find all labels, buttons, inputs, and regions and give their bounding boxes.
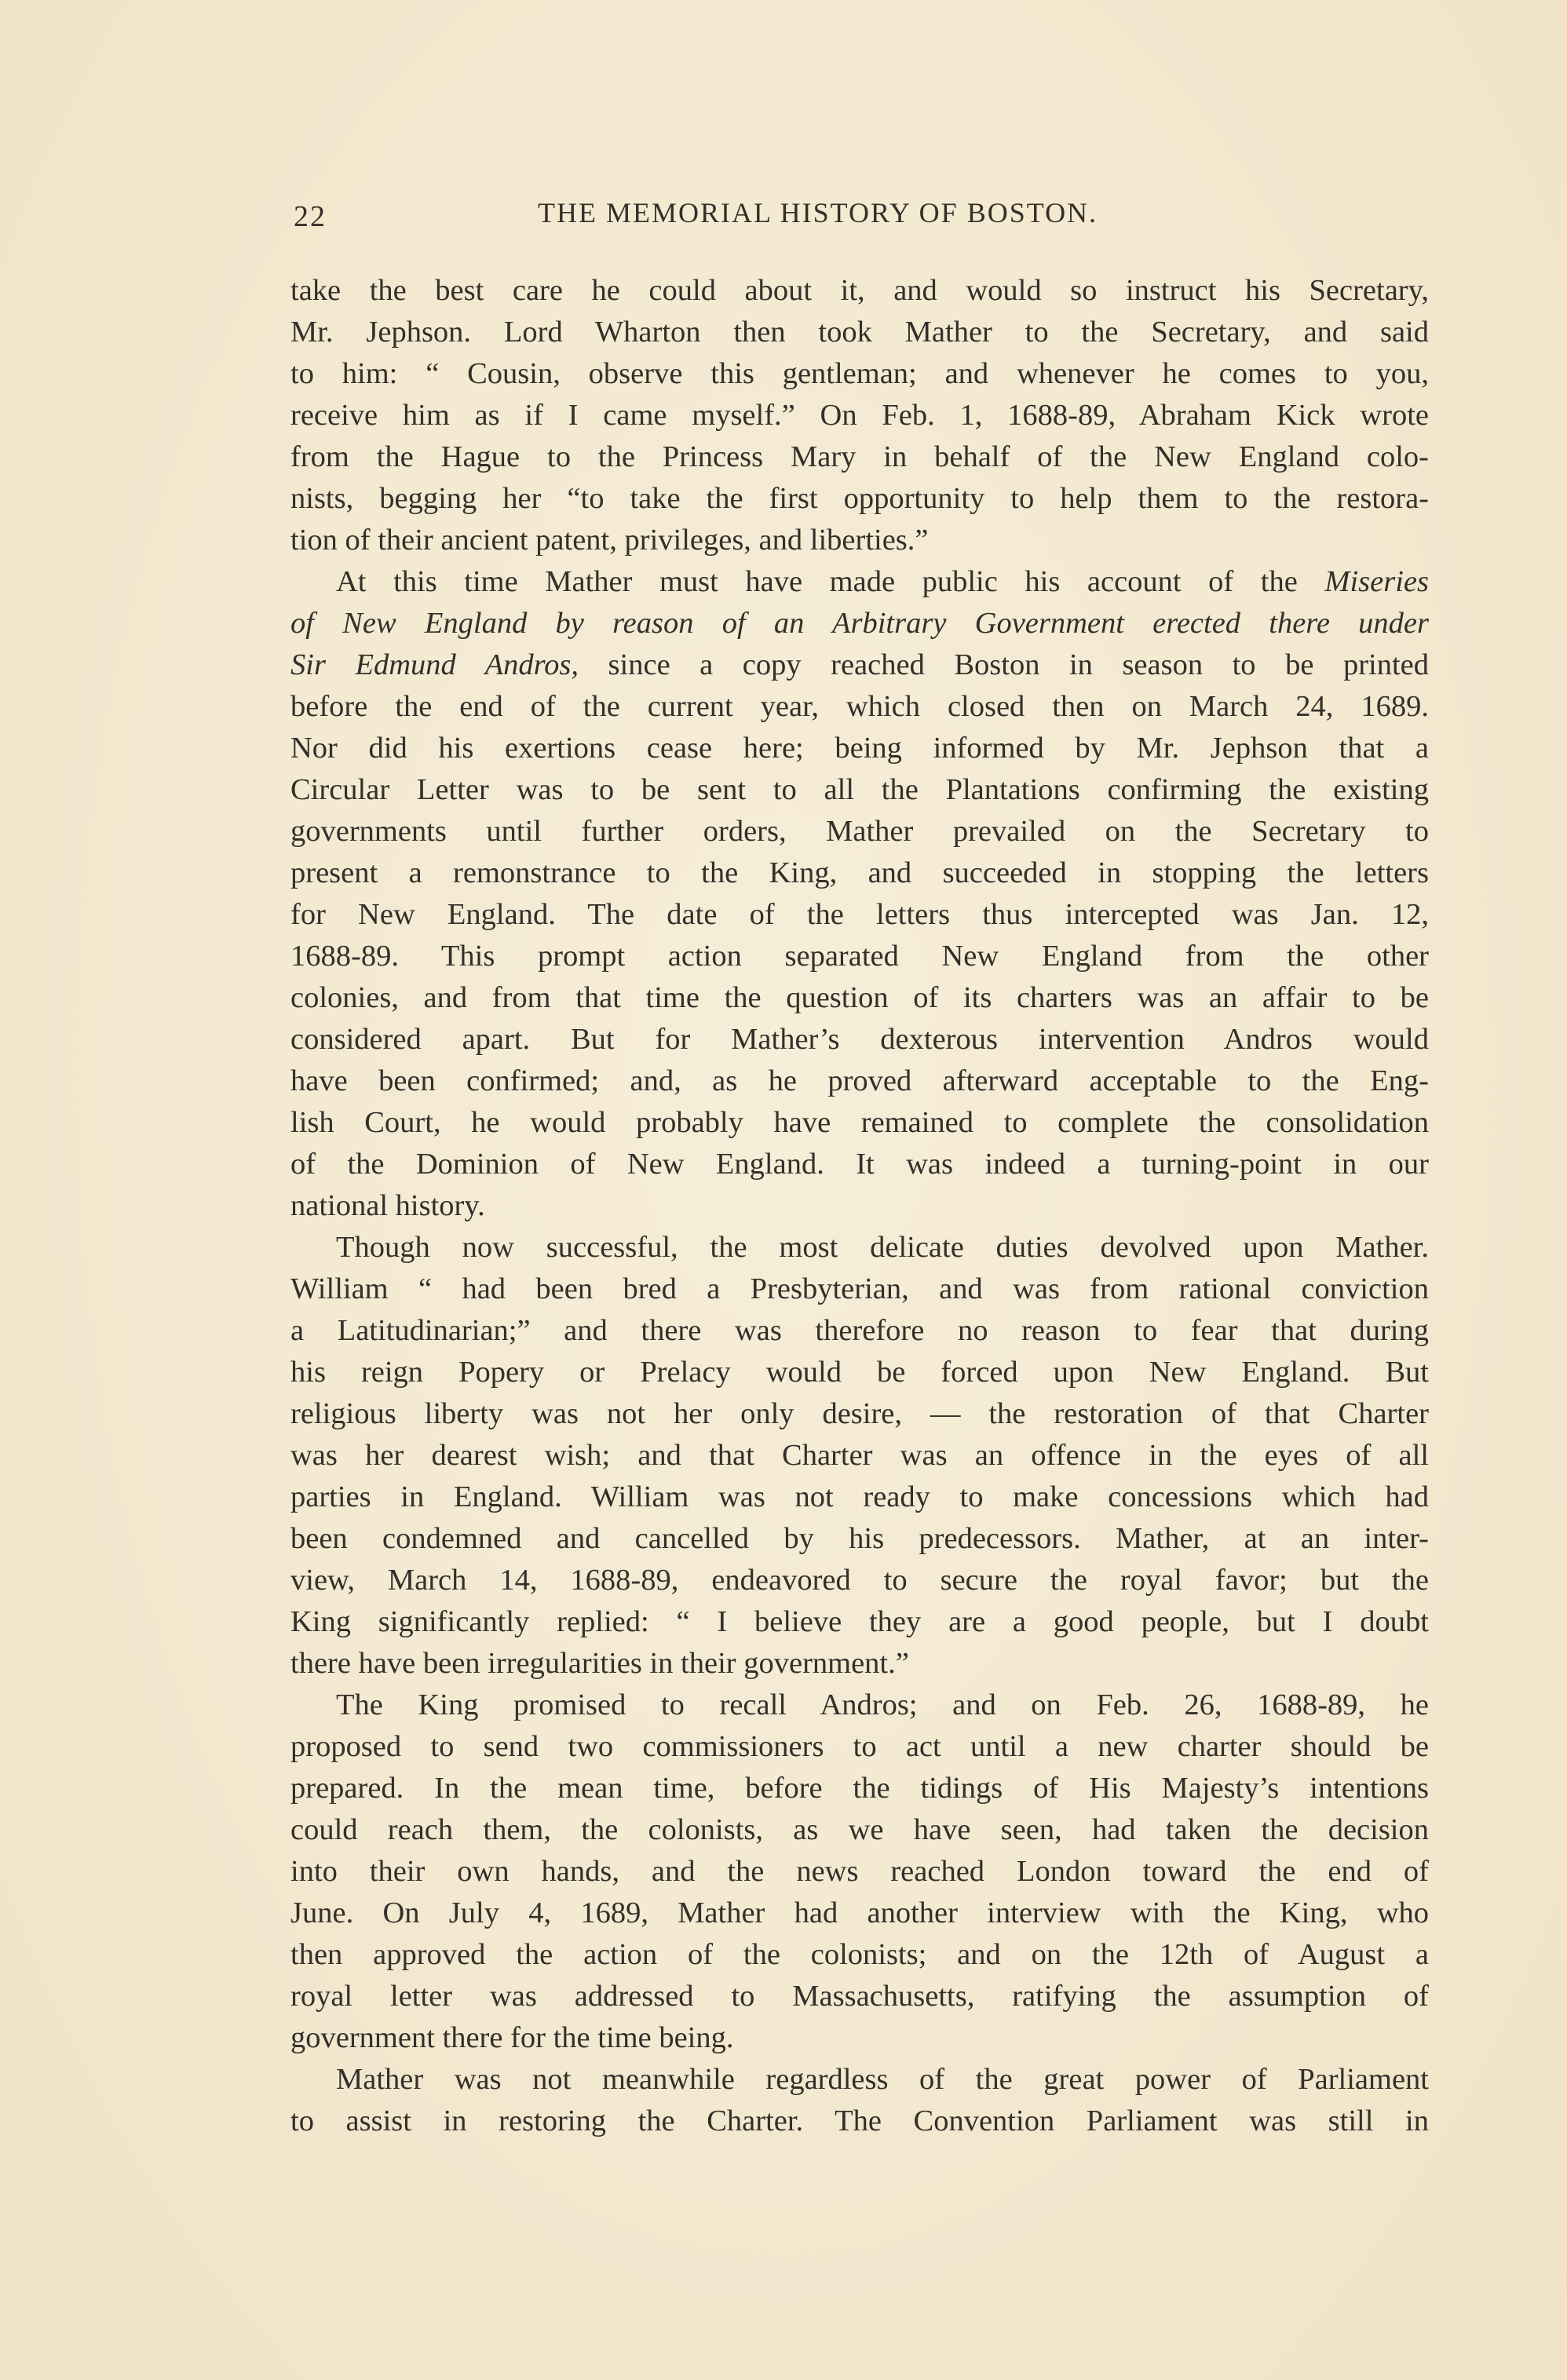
text-line <box>290 1144 1429 1185</box>
text-line <box>290 1809 1429 1851</box>
text-line <box>290 436 1429 478</box>
line-text: then approved the action of the colonists; and on the 12th of August a <box>290 1938 1429 1971</box>
text-line <box>290 1227 1429 1268</box>
line-text: present a remonstrance to the King, and succeeded in stopping the letters <box>290 856 1429 889</box>
text-line <box>290 520 1429 561</box>
text-line <box>290 1851 1429 1893</box>
text-line <box>290 686 1429 728</box>
line-text: colonies, and from that time the question of its charters was an affair to be <box>290 981 1429 1014</box>
text-line <box>290 1268 1429 1310</box>
line-text: The King promised to recall Andros; and on Feb. 26, 1688-89, he <box>336 1688 1429 1721</box>
text-line <box>290 728 1429 769</box>
text-line <box>290 561 1429 603</box>
text-line <box>290 894 1429 936</box>
body-text <box>290 270 1429 2142</box>
line-text: tion of their ancient patent, privileges, and liberties.” <box>290 524 929 557</box>
line-text: William “ had been bred a Presbyterian, and was from rational conviction <box>290 1272 1429 1305</box>
line-text: his reign Popery or Prelacy would be forced upon New England. But <box>290 1356 1429 1389</box>
line-text: could reach them, the colonists, as we have seen, had taken the decision <box>290 1813 1429 1846</box>
line-text: before the end of the current year, which closed then on March 24, 1689. <box>290 690 1429 723</box>
line-text: national history. <box>290 1189 485 1222</box>
text-line <box>290 1518 1429 1560</box>
text-line <box>290 852 1429 894</box>
text-line <box>290 603 1429 644</box>
text-line <box>290 1726 1429 1768</box>
italic-title-text: Miseries <box>1324 565 1429 598</box>
italic-title-text: of New England by reason of an Arbitrary Government erected there under <box>290 607 1429 640</box>
text-line <box>290 270 1429 312</box>
line-text: since a copy reached Boston in season to be printed <box>579 648 1429 681</box>
text-line <box>290 769 1429 811</box>
line-text: lish Court, he would probably have remained to complete the consolidation <box>290 1106 1429 1139</box>
running-title: THE MEMORIAL HISTORY OF BOSTON. <box>538 197 1098 228</box>
text-line <box>290 312 1429 353</box>
page-number: 22 <box>294 200 327 233</box>
line-text: Circular Letter was to be sent to all the Plantations confirming the existing <box>290 773 1429 806</box>
line-text: Nor did his exertions cease here; being informed by Mr. Jephson that a <box>290 732 1429 765</box>
text-line <box>290 395 1429 436</box>
line-text: governments until further orders, Mather prevailed on the Secretary to <box>290 815 1429 848</box>
line-text: parties in England. William was not ready to make concessions which had <box>290 1480 1429 1513</box>
text-line <box>290 1768 1429 1809</box>
page-header <box>290 196 1429 243</box>
line-text: a Latitudinarian;” and there was therefore no reason to fear that during <box>290 1314 1429 1347</box>
line-text: into their own hands, and the news reached London toward the end of <box>290 1855 1429 1888</box>
line-text: Mather was not meanwhile regardless of the great power of Parliament <box>336 2063 1429 2096</box>
text-line <box>290 644 1429 686</box>
text-line <box>290 977 1429 1019</box>
text-line <box>290 478 1429 520</box>
line-text: considered apart. But for Mather’s dexterous intervention Andros would <box>290 1023 1429 1056</box>
line-text: royal letter was addressed to Massachusetts, ratifying the assumption of <box>290 1980 1429 2013</box>
text-line <box>290 1060 1429 1102</box>
text-line <box>290 1102 1429 1144</box>
text-line <box>290 1976 1429 2017</box>
text-line <box>290 811 1429 852</box>
line-text: was her dearest wish; and that Charter was an offence in the eyes of all <box>290 1439 1429 1472</box>
line-text: government there for the time being. <box>290 2021 734 2054</box>
line-text: have been confirmed; and, as he proved afterward acceptable to the Eng- <box>290 1064 1429 1097</box>
text-line <box>290 1477 1429 1518</box>
text-line <box>290 2059 1429 2101</box>
line-text: of the Dominion of New England. It was indeed a turning-point in our <box>290 1148 1429 1181</box>
line-text: June. On July 4, 1689, Mather had another interview with the King, who <box>290 1896 1429 1929</box>
line-text: Mr. Jephson. Lord Wharton then took Mather to the Secretary, and said <box>290 316 1429 349</box>
line-text: 1688-89. This prompt action separated New England from the other <box>290 940 1429 973</box>
text-line <box>290 1310 1429 1352</box>
text-line <box>290 1019 1429 1060</box>
text-line <box>290 2017 1429 2059</box>
line-text: for New England. The date of the letters thus intercepted was Jan. 12, <box>290 898 1429 931</box>
text-line <box>290 1435 1429 1477</box>
text-line <box>290 1185 1429 1227</box>
text-line <box>290 1934 1429 1976</box>
text-line <box>290 2101 1429 2142</box>
text-line <box>290 1685 1429 1726</box>
line-text: take the best care he could about it, and would so instruct his Secretary, <box>290 274 1429 307</box>
line-text: nists, begging her “to take the first opportunity to help them to the restora- <box>290 482 1429 515</box>
line-text: Though now successful, the most delicate duties devolved upon Mather. <box>336 1231 1429 1264</box>
line-text: view, March 14, 1688-89, endeavored to secure the royal favor; but the <box>290 1564 1429 1597</box>
line-text: receive him as if I came myself.” On Feb. 1, 1688-89, Abraham Kick wrote <box>290 399 1429 432</box>
text-line <box>290 1643 1429 1685</box>
line-text: there have been irregularities in their government.” <box>290 1647 909 1680</box>
line-text: to him: “ Cousin, observe this gentleman; and whenever he comes to you, <box>290 357 1429 390</box>
text-line <box>290 1393 1429 1435</box>
line-text: prepared. In the mean time, before the tidings of His Majesty’s intentions <box>290 1772 1429 1805</box>
line-text: to assist in restoring the Charter. The Convention Parliament was still in <box>290 2104 1429 2137</box>
text-line <box>290 1601 1429 1643</box>
text-line <box>290 353 1429 395</box>
line-text: King significantly replied: “ I believe they are a good people, but I doubt <box>290 1605 1429 1638</box>
text-line <box>290 1893 1429 1934</box>
italic-title-text: Sir Edmund Andros, <box>290 648 579 681</box>
line-text: been condemned and cancelled by his predecessors. Mather, at an inter- <box>290 1522 1429 1555</box>
text-line <box>290 936 1429 977</box>
text-line <box>290 1352 1429 1393</box>
line-text: proposed to send two commissioners to act until a new charter should be <box>290 1730 1429 1763</box>
line-text: from the Hague to the Princess Mary in behalf of the New England colo- <box>290 440 1429 473</box>
text-line <box>290 1560 1429 1601</box>
line-text: religious liberty was not her only desire, — the restoration of that Charter <box>290 1397 1429 1430</box>
line-text: At this time Mather must have made public his account of the <box>336 565 1325 598</box>
